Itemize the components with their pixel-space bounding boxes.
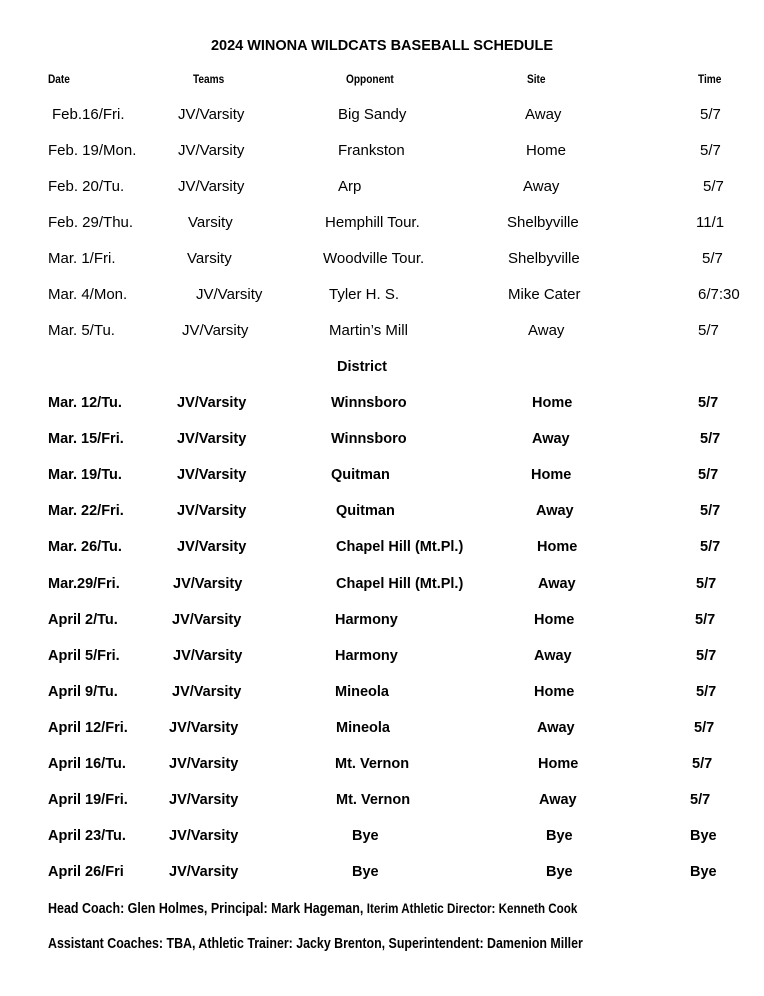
cell-site: Away xyxy=(537,720,575,736)
cell-date: April 23/Tu. xyxy=(48,828,126,844)
cell-date: Mar. 12/Tu. xyxy=(48,395,122,411)
cell-teams: JV/Varsity xyxy=(178,106,245,123)
cell-teams: JV/Varsity xyxy=(169,864,239,880)
cell-date: Mar.29/Fri. xyxy=(48,576,120,592)
cell-time: 5/7 xyxy=(700,106,721,123)
cell-opponent: Arp xyxy=(338,178,362,195)
cell-site: Home xyxy=(538,756,579,772)
cell-site: Away xyxy=(523,178,560,195)
cell-time: 5/7 xyxy=(698,395,719,411)
cell-teams: JV/Varsity xyxy=(169,828,239,844)
cell-site: Mike Cater xyxy=(508,286,581,303)
cell-opponent: Hemphill Tour. xyxy=(325,214,420,231)
cell-site: Away xyxy=(525,106,562,123)
cell-teams: JV/Varsity xyxy=(182,322,249,339)
cell-date: Mar. 15/Fri. xyxy=(48,431,124,447)
cell-site: Away xyxy=(528,322,565,339)
cell-teams: JV/Varsity xyxy=(177,431,247,447)
cell-date: April 5/Fri. xyxy=(48,648,120,664)
cell-teams: JV/Varsity xyxy=(169,720,239,736)
cell-date: Feb.16/Fri. xyxy=(52,106,125,123)
staff-line-1 xyxy=(48,901,577,917)
cell-time: 5/7 xyxy=(702,250,723,267)
column-header-teams: Teams xyxy=(193,74,225,86)
cell-site: Home xyxy=(537,539,578,555)
cell-site: Shelbyville xyxy=(508,250,580,267)
cell-opponent: Tyler H. S. xyxy=(329,286,400,303)
cell-date: Feb. 20/Tu. xyxy=(48,178,125,195)
cell-time: 5/7 xyxy=(692,756,713,772)
cell-opponent: Big Sandy xyxy=(338,106,407,123)
column-header-site: Site xyxy=(527,74,546,86)
column-header-time: Time xyxy=(698,74,722,86)
cell-teams: JV/Varsity xyxy=(177,503,247,519)
cell-time: Bye xyxy=(690,828,717,844)
cell-date: Mar. 22/Fri. xyxy=(48,503,124,519)
cell-teams: JV/Varsity xyxy=(172,612,242,628)
district-heading: District xyxy=(337,359,387,375)
cell-teams: JV/Varsity xyxy=(196,286,263,303)
cell-opponent: Martin’s Mill xyxy=(329,322,408,339)
cell-teams: Varsity xyxy=(187,250,232,267)
staff-line-1-main: Head Coach: Glen Holmes, Principal: Mark Hageman, xyxy=(48,901,364,917)
cell-time: 5/7 xyxy=(700,503,721,519)
cell-date: April 19/Fri. xyxy=(48,792,128,808)
cell-opponent: Chapel Hill (Mt.Pl.) xyxy=(336,576,464,592)
cell-time: 5/7 xyxy=(698,322,719,339)
cell-teams: JV/Varsity xyxy=(173,648,243,664)
cell-time: 5/7 xyxy=(695,612,716,628)
cell-teams: JV/Varsity xyxy=(177,395,247,411)
cell-time: 5/7 xyxy=(696,648,717,664)
cell-site: Home xyxy=(531,467,572,483)
cell-time: 5/7 xyxy=(703,178,724,195)
cell-time: 11/1 xyxy=(696,214,725,231)
cell-opponent: Winnsboro xyxy=(331,431,407,447)
cell-site: Home xyxy=(534,684,575,700)
cell-site: Home xyxy=(534,612,575,628)
cell-site: Bye xyxy=(546,828,573,844)
cell-date: Mar. 5/Tu. xyxy=(48,322,115,339)
cell-time: 5/7 xyxy=(700,142,721,159)
cell-teams: JV/Varsity xyxy=(178,142,245,159)
cell-teams: JV/Varsity xyxy=(178,178,245,195)
cell-date: Mar. 4/Mon. xyxy=(48,286,128,303)
cell-site: Away xyxy=(539,792,577,808)
cell-opponent: Chapel Hill (Mt.Pl.) xyxy=(336,539,464,555)
cell-site: Bye xyxy=(546,864,573,880)
cell-teams: Varsity xyxy=(188,214,233,231)
cell-date: April 16/Tu. xyxy=(48,756,126,772)
cell-site: Home xyxy=(532,395,573,411)
cell-opponent: Bye xyxy=(352,828,379,844)
cell-site: Away xyxy=(536,503,574,519)
cell-time: 5/7 xyxy=(694,720,715,736)
cell-opponent: Mineola xyxy=(335,684,389,700)
cell-time: 6/7:30 xyxy=(698,286,740,303)
cell-teams: JV/Varsity xyxy=(177,467,247,483)
cell-time: 5/7 xyxy=(696,684,717,700)
cell-opponent: Quitman xyxy=(331,467,390,483)
cell-date: April 9/Tu. xyxy=(48,684,118,700)
cell-opponent: Winnsboro xyxy=(331,395,407,411)
cell-opponent: Mt. Vernon xyxy=(335,756,410,772)
cell-opponent: Frankston xyxy=(338,142,405,159)
cell-opponent: Woodville Tour. xyxy=(323,250,425,267)
cell-teams: JV/Varsity xyxy=(173,576,243,592)
cell-time: 5/7 xyxy=(700,431,721,447)
cell-date: Mar. 1/Fri. xyxy=(48,250,116,267)
cell-teams: JV/Varsity xyxy=(169,756,239,772)
cell-site: Away xyxy=(538,576,576,592)
cell-site: Away xyxy=(532,431,570,447)
cell-time: 5/7 xyxy=(700,539,721,555)
column-header-opponent: Opponent xyxy=(346,74,394,86)
staff-line-2: Assistant Coaches: TBA, Athletic Trainer: Jacky Brenton, Superintendent: Damenion Miller xyxy=(48,936,583,952)
cell-opponent: Harmony xyxy=(335,612,398,628)
cell-opponent: Bye xyxy=(352,864,379,880)
cell-time: Bye xyxy=(690,864,717,880)
cell-opponent: Harmony xyxy=(335,648,398,664)
cell-time: 5/7 xyxy=(698,467,719,483)
cell-teams: JV/Varsity xyxy=(177,539,247,555)
cell-opponent: Quitman xyxy=(336,503,395,519)
cell-date: Feb. 19/Mon. xyxy=(48,142,137,159)
cell-date: April 12/Fri. xyxy=(48,720,128,736)
cell-teams: JV/Varsity xyxy=(169,792,239,808)
cell-date: April 26/Fri xyxy=(48,864,124,880)
cell-date: Feb. 29/Thu. xyxy=(48,214,134,231)
cell-time: 5/7 xyxy=(690,792,711,808)
cell-opponent: Mineola xyxy=(336,720,390,736)
cell-site: Shelbyville xyxy=(507,214,579,231)
staff-line-1-director: Iterim Athletic Director: Kenneth Cook xyxy=(366,901,578,916)
cell-time: 5/7 xyxy=(696,576,717,592)
cell-date: April 2/Tu. xyxy=(48,612,118,628)
cell-date: Mar. 26/Tu. xyxy=(48,539,122,555)
cell-site: Away xyxy=(534,648,572,664)
cell-opponent: Mt. Vernon xyxy=(336,792,411,808)
cell-date: Mar. 19/Tu. xyxy=(48,467,122,483)
document-title: 2024 WINONA WILDCATS BASEBALL SCHEDULE xyxy=(210,38,554,54)
cell-teams: JV/Varsity xyxy=(172,684,242,700)
column-header-date: Date xyxy=(48,74,70,86)
cell-site: Home xyxy=(526,142,567,159)
